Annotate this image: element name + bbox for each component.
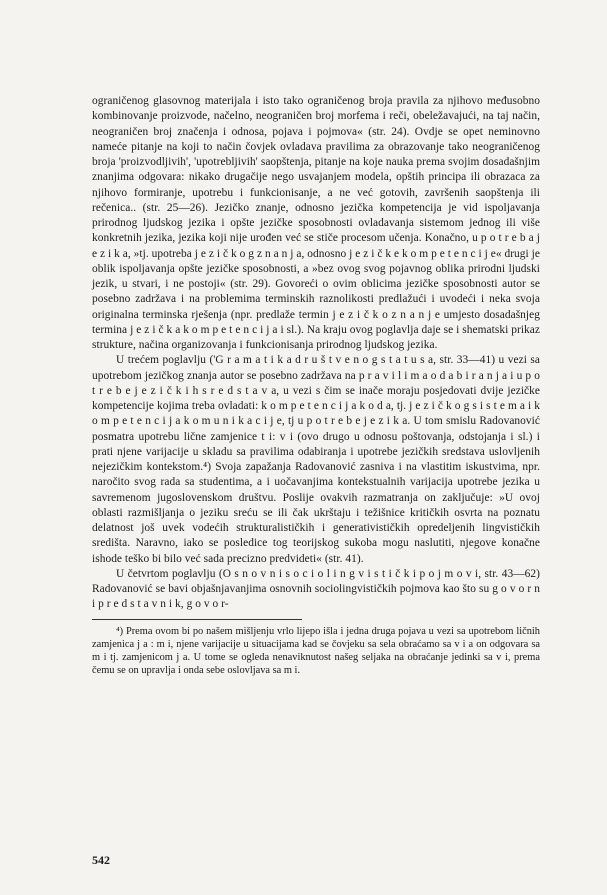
paragraph: U četvrtom poglavlju (O s n o v n i s o c i o l i n g v i s t i č k i p o j m o v i, str. 43—62) Radovanović se bavi objašnjavanjima osnovnih sociolingvističkih pojmova kao što su g o v o r n i p r e d s t a v n i k, g o v o r-: [92, 567, 540, 611]
footnote: [92, 625, 540, 678]
footnote-divider: [92, 619, 302, 620]
footnote-text: ⁴) Prema ovom bi po našem mišljenju vrlo lijepo išla i jedna druga pojava u vezi sa upotrebom ličnih zamjenica j a : m i, njene varijacije u situacijama kad se čovjeku sa sela obraćamo sa v i a on odgovara sa m i tj. zamjenicom j a. U tome se ogleda nenaviknutost našeg seljaka na obraćanje jedinki sa v i, prema čemu se on upravlja i onda sebe oslovljava sa m i.: [92, 625, 540, 677]
body-text: [92, 94, 540, 613]
page-number: 542: [92, 853, 110, 867]
document-page: [92, 94, 540, 677]
paragraph: U trećem poglavlju ('G r a m a t i k a d r u š t v e n o g s t a t u s a, str. 33—41) u vezi sa upotrebom jezičkog znanja autor se posebno zadržava na p r a v i l i m a o d a b i r a n j a i u p o t r e b e j e z i č k i h s r e d s t a v a, u vezi s čim se inače moraju posjedovati dvije jezičke kompetencije kojima treba ovladati: k o m p e t e n c i j a k o d a, tj. j e z i č k o g s i s t e m a i k o m p e t e n c i j a k o m u n i k a c i j e, tj u p o t r e b e j e z i k a. U tom smislu Radovanović posmatra upotrebu lične zamjenice t i: v i (ovo drugo u odnosu poštovanja, odstojanja i sl.) i prati njene varijacije u skladu sa pravilima odabiranja i upotrebe jezičkih sredstava uslovljenih nejezičkim kontekstom.⁴) Svoja zapažanja Radovanović zasniva i na vlastitim iskustvima, npr. naročito svog rada sa studentima, a i uočavanjima kontekstualnih varijacija upotrebe jezika u savremenom jugoslovenskom društvu. Poslije ovakvih razmatranja on zaključuje: »U ovoj oblasti razmišljanja o jeziku sreću se ili čak ukrštaju i težišnice kritičkih osvrta na poznatu delatnost još uvek vodećih strukturalističkih i generativističkih opredeljenih lingvističkih središta. Naravno, iako se posledice tog teorijskog sukoba mogu naslutiti, njegove konačne ishode teško bi bilo već sada precizno predvideti« (str. 41).: [92, 354, 540, 565]
paragraph: ograničenog glasovnog materijala i isto tako ograničenog broja pravila za njihovo međusobno kombinovanje proizvode, načelno, neograničen broj morfema i reči, obeležavajući, na taj način, neograničen broj značenja i odnosa, pojava i pojmova« (str. 24). Ovdje se opet neminovno nameće pitanje na koji to način čovjek ovladava pravilima za obrazovanje tako neograničenog broja 'proizvodljivih', 'upotrebljivih' saopštenja, pitanje na koje nauka prema svojim dosadašnjim znanjima odgovara: nikako drugačije nego usvajanjem modela, opštih principa ili obrazaca za njihovo formiranje, upotrebu i funkcionisanje, a ne već gotovih, završenih saopštenja ili rečenica.. (str. 25—26). Jezičko znanje, odnosno jezička kompetencija je vid ispoljavanja prirodnog ljudskog jezika i opšte jezičke sposobnosti ovladavanja sistemom jednog ili više konkretnih jezika, jezika koji nije urođen već se stiče procesom učenja. Konačno, u p o t r e b a j e z i k a, »tj. upotreba j e z i č k o g z n a n j a, odnosno j e z i č k e k o m p e t e n c i j e« drugi je oblik ispoljavanja opšte jezičke sposobnosti, a »bez ovog svog pojavnog oblika prirodni ljudski jezik, u stvari, i ne postoji« (str. 29). Govoreći o ovim oblicima jezičke sposobnosti autor se posebno zadržava i na problemima terminskih raznolikosti predlažući i uvodeći i neka svoja originalna terminska rješenja (npr. predlaže termin j e z i č k o z n a n j e umjesto dosadašnjeg termina j e z i č k a k o m p e t e n c i j a i sl.). Na kraju ovog poglavlja daje se i shematski prikaz strukture, načina organizovanja i funkcionisanja prirodnog ljudskog jezika.: [92, 95, 540, 351]
